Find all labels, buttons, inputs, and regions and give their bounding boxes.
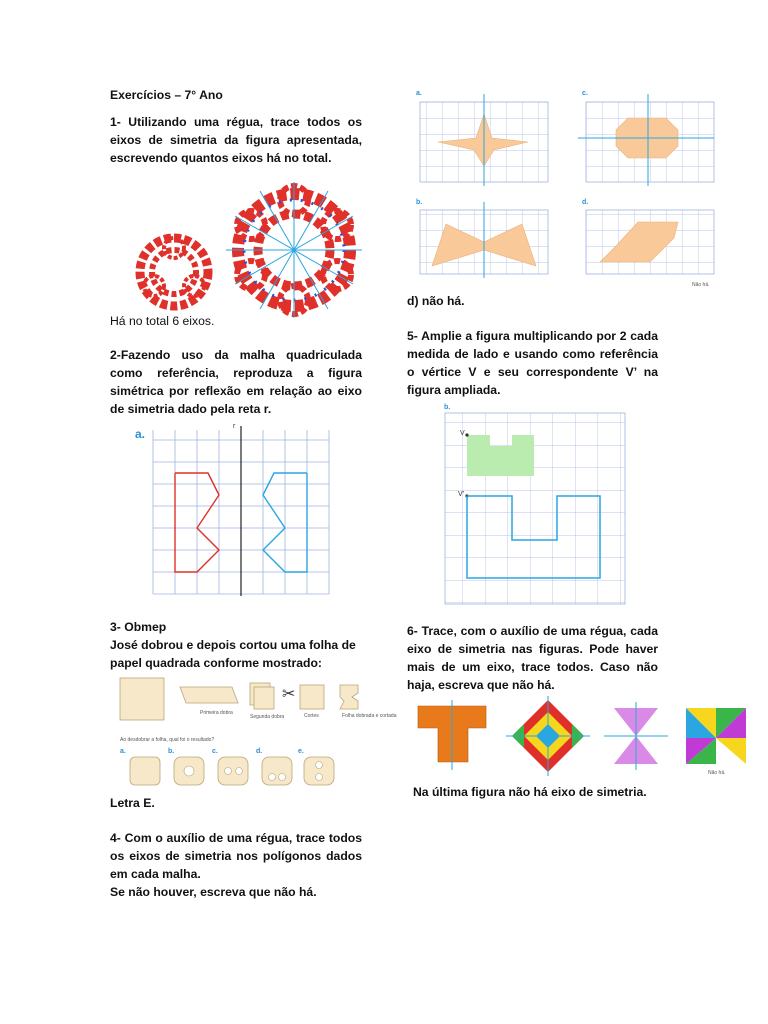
unfold-question: Ao desdobrar a folha, qual foi o resultado? bbox=[120, 737, 215, 743]
step-label-cuts: Cortes bbox=[304, 713, 319, 719]
step-label-folded: Folha dobrada e cortada bbox=[342, 713, 397, 719]
polygon-grids bbox=[410, 86, 720, 292]
step-label-first-fold: Primeira dobra bbox=[200, 710, 233, 716]
grid-label-a: a. bbox=[135, 427, 146, 441]
question-3-text: José dobrou e depois cortou uma folha de papel quadrada conforme mostrado: bbox=[110, 638, 356, 670]
answer-options bbox=[120, 748, 334, 785]
paper-folding-figure bbox=[112, 673, 397, 791]
folded-cut-sheet bbox=[340, 685, 358, 709]
rosette-figure bbox=[130, 186, 372, 314]
option-b: b. bbox=[168, 748, 175, 755]
enlargement-grid bbox=[440, 400, 630, 606]
question-4-note: Se não houver, escreva que não há. bbox=[110, 885, 317, 899]
hourglass-figure bbox=[604, 702, 668, 770]
question-1-text: 1- Utilizando uma régua, trace todos os eixos de simetria da figura apresentada, escrevendo quantos eixos há no total. bbox=[110, 115, 362, 165]
grid-label-d: d. bbox=[582, 199, 589, 206]
grid-label-b: b. bbox=[444, 404, 451, 411]
vertex-v bbox=[465, 433, 468, 436]
scissors-icon: ✂ bbox=[282, 684, 296, 703]
grid-label-c: c. bbox=[582, 90, 588, 97]
question-3-answer: Letra E. bbox=[110, 796, 155, 810]
question-4-text: 4- Com o auxílio de uma régua, trace todos os eixos de simetria nos polígonos dados em cada malha. bbox=[110, 831, 362, 881]
symmetry-figures bbox=[412, 698, 752, 778]
question-1-answer: Há no total 6 eixos. bbox=[110, 314, 215, 328]
small-rosette bbox=[140, 238, 208, 306]
axis-label-r: r bbox=[233, 423, 236, 430]
step-label-second-fold: Segunda dobra bbox=[250, 714, 285, 720]
no-axis-note: Não há. bbox=[708, 770, 726, 776]
pinwheel-figure bbox=[686, 708, 746, 776]
large-rosette bbox=[226, 182, 362, 318]
option-d: d. bbox=[256, 748, 263, 755]
question-6-text: 6- Trace, com o auxílio de uma régua, cada eixo de simetria nas figuras. Pode haver mais de um eixo, trace todos. Caso não haja, escreva que não há. bbox=[407, 624, 658, 692]
option-a: a. bbox=[120, 748, 126, 755]
option-c: c. bbox=[212, 748, 218, 755]
option-e: e. bbox=[298, 748, 304, 755]
vertex-v-prime-label: V’ bbox=[458, 491, 465, 498]
page-title: Exercícios – 7° Ano bbox=[110, 88, 223, 102]
vertex-v-label: V bbox=[460, 430, 465, 437]
grid-label-b: b. bbox=[416, 199, 423, 206]
fish-figure bbox=[506, 696, 590, 776]
question-2-text: 2-Fazendo uso da malha quadriculada como referência, reproduza a figura simétrica por reflexão em relação ao eixo de simetria dado pela reta r. bbox=[110, 348, 362, 416]
question-5-text: 5- Amplie a figura multiplicando por 2 cada medida de lado e usando como referência o vértice V e seu correspondente V’ na figura ampliada. bbox=[407, 329, 658, 397]
cuts-square bbox=[300, 685, 324, 709]
grid-label-a: a. bbox=[416, 90, 422, 97]
square-sheet bbox=[120, 678, 164, 720]
question-6-answer: Na última figura não há eixo de simetria. bbox=[413, 785, 647, 799]
question-3-title: 3- Obmep bbox=[110, 620, 167, 634]
reflection-grid bbox=[133, 420, 335, 598]
question-4-answer: d) não há. bbox=[407, 294, 465, 308]
first-fold bbox=[180, 687, 238, 703]
no-axis-note: Não há. bbox=[692, 282, 710, 288]
